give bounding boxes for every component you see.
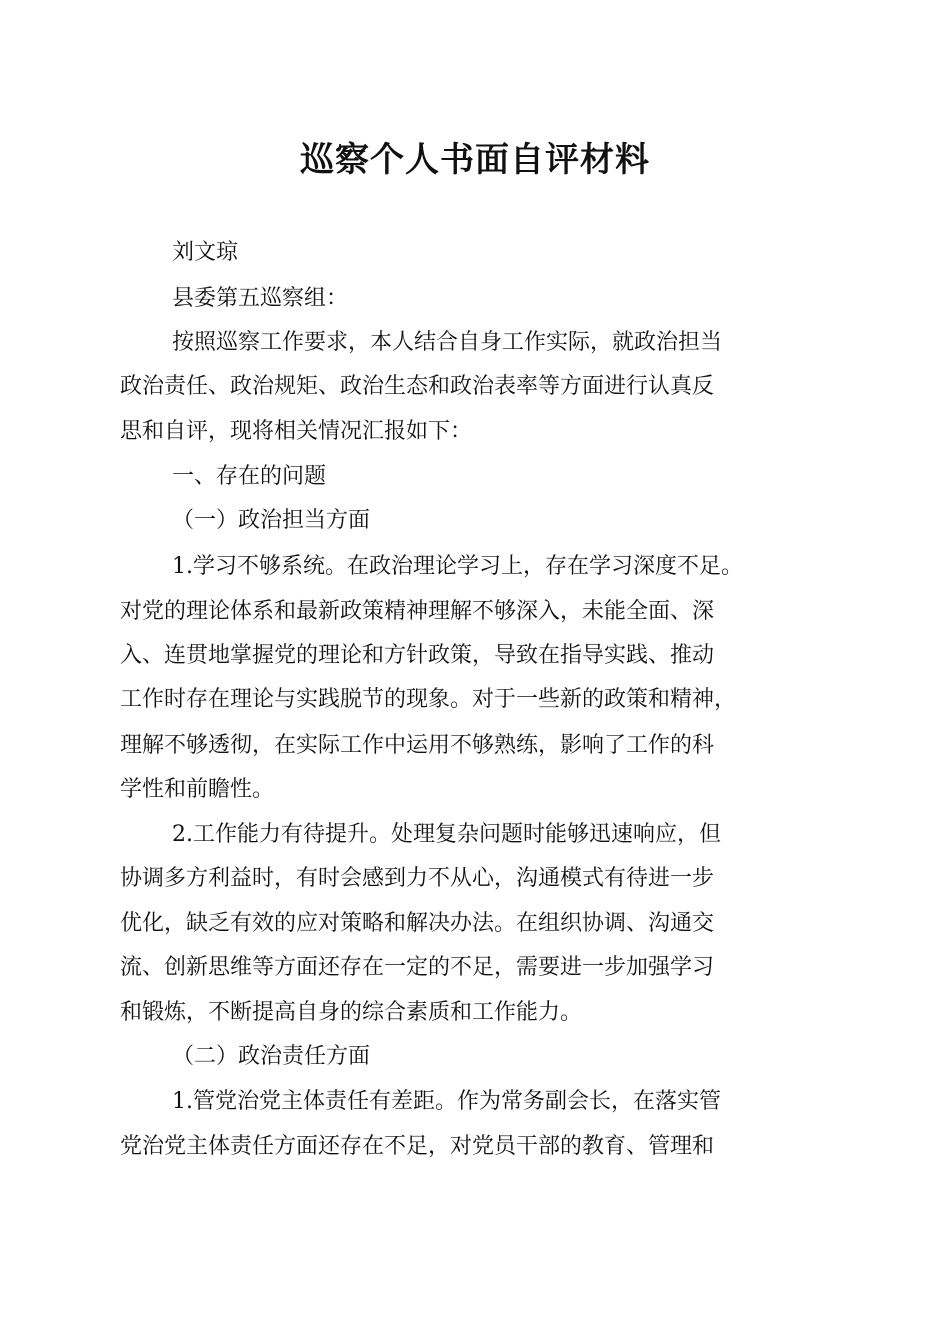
paragraph-line: 和锻炼，不断提高自身的综合素质和工作能力。	[120, 1000, 583, 1025]
salutation: 县委第五巡察组：	[172, 286, 349, 311]
paragraph-line: 1.管党治党主体责任有差距。作为常务副会长，在落实管	[172, 1089, 721, 1114]
paragraph-line: 工作时存在理论与实践脱节的现象。对于一些新的政策和精神，	[120, 687, 737, 712]
intro-line-3: 思和自评，现将相关情况汇报如下：	[120, 419, 473, 444]
paragraph-line: 党治党主体责任方面还存在不足，对党员干部的教育、管理和	[120, 1134, 715, 1159]
author-name: 刘文琼	[172, 240, 239, 265]
paragraph-line: 优化，缺乏有效的应对策略和解决办法。在组织协调、沟通交	[120, 911, 715, 936]
paragraph-line: 入、连贯地掌握党的理论和方针政策，导致在指导实践、推动	[120, 643, 715, 668]
paragraph-line: 流、创新思维等方面还存在一定的不足，需要进一步加强学习	[120, 955, 715, 980]
intro-line-1: 按照巡察工作要求，本人结合自身工作实际，就政治担当	[172, 330, 723, 355]
paragraph-line: 协调多方利益时，有时会感到力不从心，沟通模式有待进一步	[120, 866, 715, 891]
paragraph-line: 对党的理论体系和最新政策精神理解不够深入，未能全面、深	[120, 599, 715, 624]
paragraph-line: 2.工作能力有待提升。处理复杂问题时能够迅速响应，但	[172, 822, 721, 847]
paragraph-line: 1.学习不够系统。在政治理论学习上，存在学习深度不足。	[172, 554, 743, 579]
section-heading-problems: 一、存在的问题	[172, 464, 327, 489]
document-title: 巡察个人书面自评材料	[300, 140, 650, 180]
subsection-heading-political-responsibility: （二）政治责任方面	[172, 1044, 371, 1069]
intro-line-2: 政治责任、政治规矩、政治生态和政治表率等方面进行认真反	[120, 374, 715, 399]
paragraph-line: 理解不够透彻，在实际工作中运用不够熟练，影响了工作的科	[120, 733, 715, 758]
subsection-heading-political-commitment: （一）政治担当方面	[172, 508, 371, 533]
paragraph-line: 学性和前瞻性。	[120, 777, 275, 802]
